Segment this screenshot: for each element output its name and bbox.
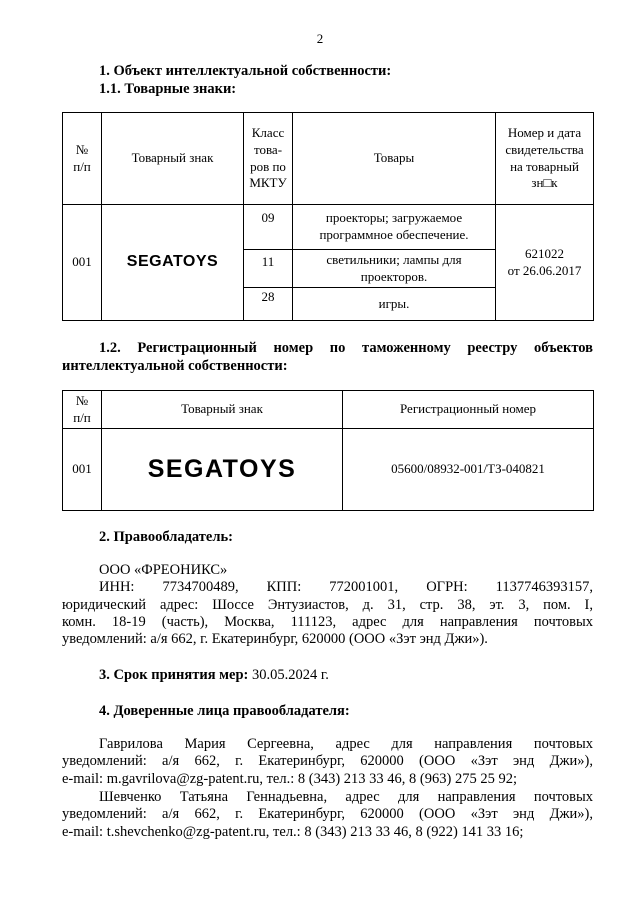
text-line: Гаврилова Мария Сергеевна, адрес для направления почтовых [99,736,593,752]
text-line: уведомлений: а/я 662, г. Екатеринбург, 620000 (ООО «Зэт энд Джи»), [62,753,593,770]
class-code: 28 [244,288,293,321]
trademark-logo: SEGATOYS [102,429,343,511]
section-1-2-heading [62,340,593,375]
row-number: 001 [63,429,102,511]
text-line: уведомлений: а/я 662, г. Екатеринбург, 620000 (ООО «Зэт энд Джи»), [62,806,593,823]
heading-line-2: интеллектуальной собственности: [62,358,288,374]
section-3-heading [99,667,329,684]
reg-number: 05600/08932-001/ТЗ-040821 [343,429,594,511]
heading-word: таможенному [362,340,451,356]
heading-word: номер [273,340,314,356]
trademark-logo: SEGATOYS [102,205,244,321]
header-goods: Товары [293,113,496,205]
class-code: 11 [244,250,293,288]
text-line: уведомлений: а/я 662, г. Екатеринбург, 620000 (ООО «Зэт энд Джи»). [62,631,488,648]
header-number: № п/п [63,113,102,205]
trustee-1 [62,736,593,788]
heading-word: 1.2. [99,340,121,356]
text-line: комн. 18-19 (часть), Москва, 111123, адрес для направления почтовых [62,613,593,630]
page-number: 2 [316,31,324,46]
text-line: юридический адрес: Шоссе Энтузиастов, д. 31, стр. 38, эт. 3, пом. I, [62,596,593,613]
section-4-heading: 4. Доверенные лица правообладателя: [99,703,350,719]
header-number: № п/п [63,391,102,429]
heading-word: Регистрационный [137,340,257,356]
row-number: 001 [63,205,102,321]
header-trademark: Товарный знак [102,113,244,205]
table-row [63,205,594,250]
table-header-row [63,113,594,205]
section-1-1-heading: 1.1. Товарные знаки: [99,81,237,97]
header-reg-number: Регистрационный номер [343,391,594,429]
text-line: ИНН: 7734700489, КПП: 772001001, ОГРН: 1137746393157, [99,579,593,596]
text-line: e-mail: m.gavrilova@zg-patent.ru, тел.: 8 (343) 213 33 46, 8 (963) 275 25 92; [62,770,517,787]
header-class: Класс това- ров по МКТУ [244,113,293,205]
class-code: 09 [244,205,293,250]
header-certificate: Номер и дата свидетельства на товарный зн□к [496,113,594,205]
term-label: 3. Срок принятия мер: [99,667,249,683]
term-value: 30.05.2024 г. [248,667,329,683]
registry-table [62,390,594,511]
heading-word: реестру [467,340,518,356]
class-goods: игры. [293,288,496,321]
class-goods: светильники; лампы для проекторов. [293,250,496,288]
table-header-row [63,391,594,429]
trustee-2 [62,789,593,841]
table-row [63,429,594,511]
rightholder-details [62,562,593,648]
certificate: 621022 от 26.06.2017 [496,205,594,321]
company-name: ООО «ФРЕОНИКС» [99,562,228,578]
class-goods: проекторы; загружаемое программное обеспечение. [293,205,496,250]
heading-word: объектов [533,340,593,356]
trademarks-table [62,112,594,321]
section-2-heading: 2. Правообладатель: [99,529,233,545]
text-line: Шевченко Татьяна Геннадьевна, адрес для направления почтовых [99,789,593,805]
heading-word: по [329,340,346,356]
header-trademark: Товарный знак [102,391,343,429]
section-1-heading: 1. Объект интеллектуальной собственности: [99,63,392,79]
text-line: e-mail: t.shevchenko@zg-patent.ru, тел.: 8 (343) 213 33 46, 8 (922) 141 33 16; [62,823,524,840]
